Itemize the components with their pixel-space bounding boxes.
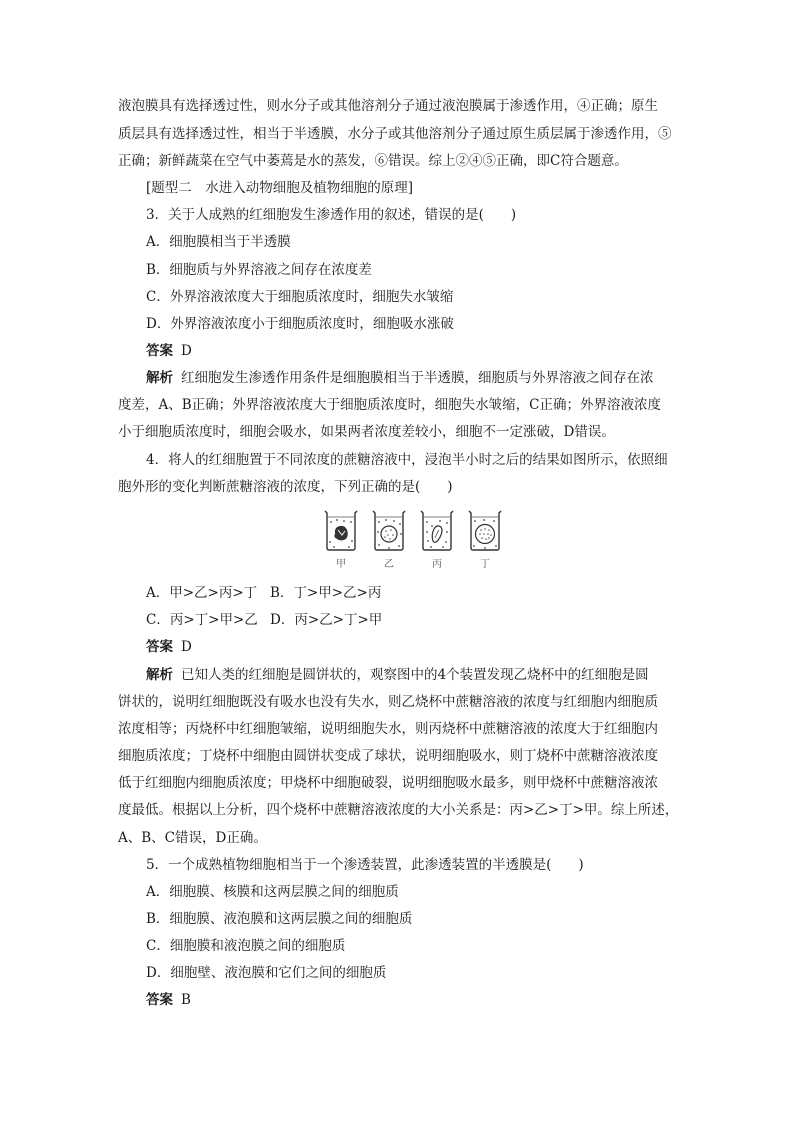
beaker-ding-icon xyxy=(466,508,504,552)
analysis-label: 解析 xyxy=(146,667,173,683)
analysis-text: 红细胞发生渗透作用条件是细胞膜相当于半透膜，细胞质与外界溶液之间存在浓 xyxy=(181,370,654,386)
beaker-label-ding: 丁 xyxy=(480,559,490,570)
question-5-option-a: A．细胞膜、核膜和这两层膜之间的细胞质 xyxy=(146,884,399,900)
analysis-label: 解析 xyxy=(146,370,173,386)
analysis-text-line: 细胞质浓度；丁烧杯中细胞由圆饼状变成了球状，说明细胞吸水，则丁烧杯中蔗糖溶液浓度 xyxy=(118,748,658,764)
answer-value: D xyxy=(181,343,192,359)
question-3-option-a: A．细胞膜相当于半透膜 xyxy=(146,234,291,250)
analysis-text-line: 小于细胞质浓度时，细胞会吸水，如果两者浓度差较小，细胞不一定涨破，D错误。 xyxy=(118,424,615,440)
question-4-option-b: B．丁>甲>乙>丙 xyxy=(270,585,382,601)
question-4-option-d: D．丙>乙>丁>甲 xyxy=(270,612,383,628)
question-3-option-d: D．外界溶液浓度小于细胞质浓度时，细胞吸水涨破 xyxy=(146,316,454,332)
question-4-option-c: C．丙>丁>甲>乙 xyxy=(146,612,258,628)
analysis-text-line: 浓度相等；丙烧杯中红细胞皱缩，说明细胞失水，则丙烧杯中蔗糖溶液的浓度大于红细胞内 xyxy=(118,721,658,737)
question-4-options-row-2 xyxy=(146,607,683,633)
question-4-option-a: A．甲>乙>丙>丁 xyxy=(146,585,258,601)
answer-value: D xyxy=(181,639,192,655)
analysis-text-line: 度最低。根据以上分析，四个烧杯中蔗糖溶液浓度的大小关系是：丙>乙>丁>甲。综上所述， xyxy=(118,802,679,818)
question-3-answer xyxy=(146,338,683,364)
beaker-jia-icon xyxy=(322,508,360,552)
question-3-analysis xyxy=(146,365,683,391)
analysis-text-line: A、B、C错误，D正确。 xyxy=(118,830,267,846)
question-5-stem: 5．一个成熟植物细胞相当于一个渗透装置，此渗透装置的半透膜是( ) xyxy=(146,857,584,873)
section-title: [题型二 水进入动物细胞及植物细胞的原理] xyxy=(146,180,414,196)
analysis-text: 已知人类的红细胞是圆饼状的，观察图中的4个装置发现乙烧杯中的红细胞是圆 xyxy=(181,667,649,683)
answer-label: 答案 xyxy=(146,639,173,655)
question-4-answer xyxy=(146,634,683,660)
analysis-text-line: 度差，A、B正确；外界溶液浓度大于细胞质浓度时，细胞失水皱缩，C正确；外界溶液浓度 xyxy=(118,397,661,413)
analysis-text-line: 低于红细胞内细胞质浓度；甲烧杯中细胞破裂，说明细胞吸水最多，则甲烧杯中蔗糖溶液浓 xyxy=(118,775,658,791)
question-3-option-b: B．细胞质与外界溶液之间存在浓度差 xyxy=(146,262,372,278)
body-text-line: 质层具有选择透过性，相当于半透膜，水分子或其他溶剂分子通过原生质层属于渗透作用，⑤ xyxy=(118,126,672,142)
beaker-figure xyxy=(318,508,508,572)
question-3-option-c: C．外界溶液浓度大于细胞质浓度时，细胞失水皱缩 xyxy=(146,289,454,305)
question-4-options-row-1 xyxy=(146,580,683,606)
body-text-line: 正确；新鲜蔬菜在空气中萎蔫是水的蒸发，⑥错误。综上②④⑤正确，即C符合题意。 xyxy=(118,153,628,169)
question-4-stem: 4．将人的红细胞置于不同浓度的蔗糖溶液中，浸泡半小时之后的结果如图所示，依照细 xyxy=(146,452,668,468)
body-text-line: 液泡膜具有选择透过性，则水分子或其他溶剂分子通过液泡膜属于渗透作用，④正确；原生 xyxy=(118,98,658,114)
beaker-yi-icon xyxy=(370,508,408,552)
question-4-stem-line: 胞外形的变化判断蔗糖溶液的浓度，下列正确的是( ) xyxy=(118,479,453,495)
beaker-label-jia: 甲 xyxy=(336,559,346,570)
beaker-label-bing: 丙 xyxy=(432,559,442,570)
beaker-label-yi: 乙 xyxy=(384,559,394,570)
question-5-option-c: C．细胞膜和液泡膜之间的细胞质 xyxy=(146,938,346,954)
question-4-analysis xyxy=(146,662,683,688)
answer-value: B xyxy=(181,992,191,1008)
question-5-answer xyxy=(146,987,683,1013)
question-5-option-b: B．细胞膜、液泡膜和这两层膜之间的细胞质 xyxy=(146,911,413,927)
analysis-text-line: 饼状的，说明红细胞既没有吸水也没有失水，则乙烧杯中蔗糖溶液的浓度与红细胞内细胞质 xyxy=(118,694,658,710)
question-3-stem: 3．关于人成熟的红细胞发生渗透作用的叙述，错误的是( ) xyxy=(146,207,517,223)
answer-label: 答案 xyxy=(146,992,173,1008)
question-5-option-d: D．细胞壁、液泡膜和它们之间的细胞质 xyxy=(146,965,387,981)
answer-label: 答案 xyxy=(146,343,173,359)
beaker-bing-icon xyxy=(418,508,456,552)
